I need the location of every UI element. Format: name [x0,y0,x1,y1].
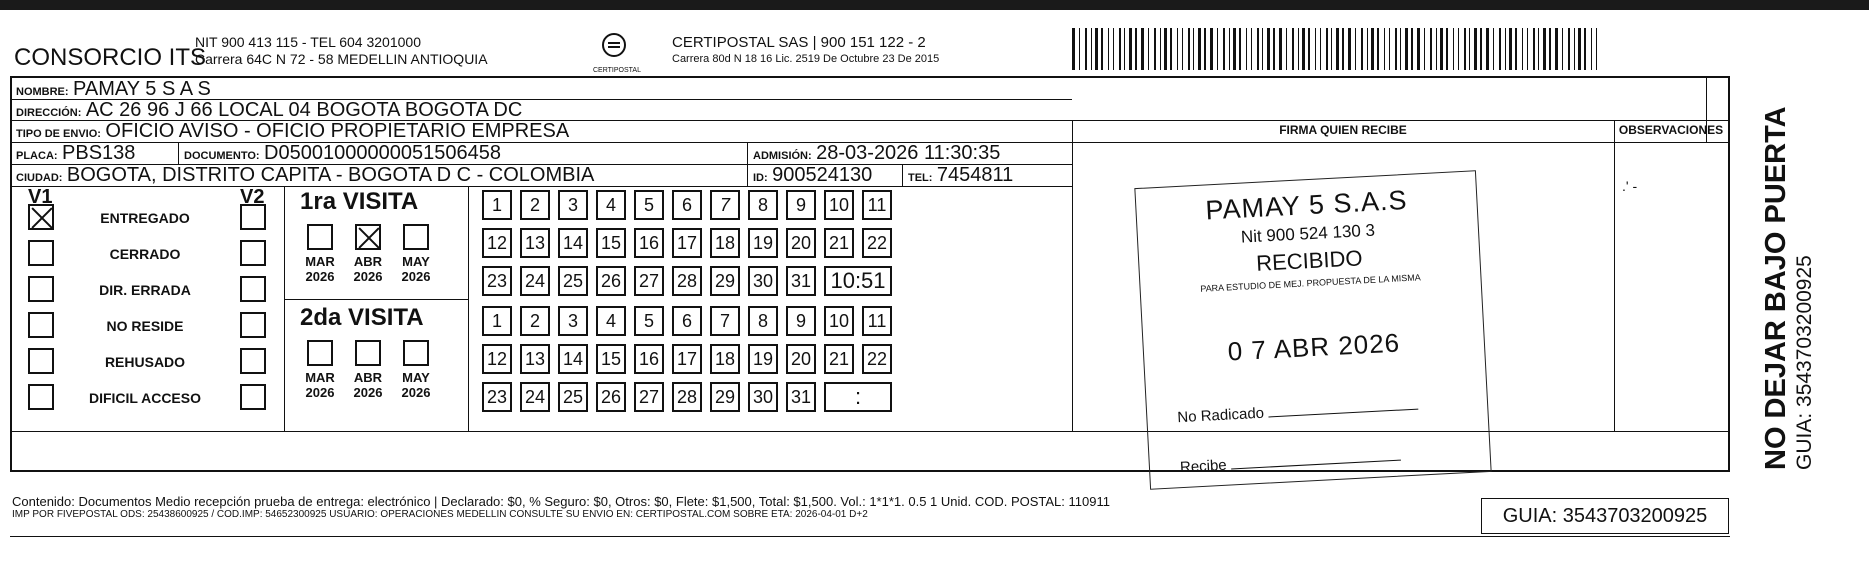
month-year: 2026 [353,385,383,400]
postal-line: CERTIPOSTAL SAS | 900 151 122 - 2 [672,34,926,51]
day-box[interactable]: 27 [634,382,664,412]
month-checkbox[interactable] [355,340,381,366]
tipo-row [16,120,569,143]
month-year: 2026 [401,385,431,400]
day-box[interactable]: 4 [596,306,626,336]
direccion-value: AC 26 96 J 66 LOCAL 04 BOGOTA BOGOTA DC [85,99,523,121]
day-box[interactable]: 27 [634,266,664,296]
month-label [396,254,436,284]
month-name: MAY [402,370,430,385]
month-label [300,254,340,284]
v2-checkbox[interactable] [240,240,266,266]
footer [12,494,1472,520]
logo-text: CERTIPOSTAL [593,67,641,74]
side-guia: GUIA: 3543703200925 [1793,255,1816,470]
stamp-recibe [1180,448,1401,477]
day-box[interactable]: 12 [482,228,512,258]
day-box[interactable]: 22 [862,228,892,258]
month-name: ABR [353,370,383,385]
v2-checkbox[interactable] [240,384,266,410]
day-box[interactable]: 21 [824,344,854,374]
day-box[interactable]: 26 [596,266,626,296]
direccion-label: DIRECCIÓN: [16,107,82,119]
month-year: 2026 [305,385,335,400]
observaciones-header: OBSERVACIONES [1618,123,1724,137]
v2-checkbox[interactable] [240,348,266,374]
month-checkbox[interactable] [403,340,429,366]
day-box[interactable]: 23 [482,382,512,412]
nombre-row [16,78,211,101]
month-checkbox[interactable] [307,224,333,250]
day-box[interactable]: 16 [634,344,664,374]
footer-content-line: Contenido: Documentos Medio recepción prueba de entrega: electrónico | Declarado: $0, % Seguro: $0, Otros: $0, Flete: $1,500, Total: $1,500. Vol.: 1*1*1. 0.5 1 Unid. COD. POSTAL: 110911 [12,494,1110,509]
day-box[interactable]: 31 [786,266,816,296]
day-box[interactable]: 5 [634,190,664,220]
month-name: MAR [305,254,335,269]
day-box[interactable]: 4 [596,190,626,220]
nit-line: NIT 900 413 115 - TEL 604 3201000 [195,34,421,50]
day-box[interactable]: 24 [520,382,550,412]
month-label [348,370,388,400]
documento-cell [184,142,501,165]
day-box[interactable]: 25 [558,266,588,296]
v2-checkbox[interactable] [240,312,266,338]
day-box[interactable]: 18 [710,228,740,258]
barcode [1072,28,1604,70]
postal-info [672,34,939,68]
day-box[interactable]: 20 [786,228,816,258]
day-box[interactable]: 2 [520,306,550,336]
certipostal-logo [593,32,641,74]
id-value: 900524130 [772,164,873,186]
top-edge-bar [0,0,1869,10]
day-box[interactable]: 5 [634,306,664,336]
v1-checkbox[interactable] [28,276,54,302]
day-box[interactable]: 24 [520,266,550,296]
month-label [300,370,340,400]
placa-value: PBS138 [62,142,136,164]
day-box[interactable]: 9 [786,190,816,220]
day-box[interactable]: 22 [862,344,892,374]
ciudad-value: BOGOTA, DISTRITO CAPITA - BOGOTA D C - COLOMBIA [66,164,595,186]
day-box[interactable]: 16 [634,228,664,258]
day-box[interactable]: 13 [520,228,550,258]
day-box[interactable]: 29 [710,266,740,296]
day-box[interactable]: 8 [748,190,778,220]
day-box[interactable]: 28 [672,382,702,412]
side-text [1760,106,1817,470]
status-label: DIR. ERRADA [99,282,191,298]
status-label: NO RESIDE [106,318,184,334]
day-box[interactable]: 3 [558,306,588,336]
time-first-visit[interactable]: 10:51 [824,266,892,296]
postal-sub: Carrera 80d N 18 16 Lic. 2519 De Octubre 23 De 2015 [672,53,940,65]
stamp-radicado [1177,397,1418,427]
day-box[interactable]: 23 [482,266,512,296]
tipo-label: TIPO DE ENVIO: [16,128,101,140]
day-box[interactable]: 19 [748,344,778,374]
day-box[interactable]: 30 [748,266,778,296]
month-name: MAY [402,254,430,269]
stamp-recibe-label: Recibe [1179,456,1228,477]
stamp-caption: PARA ESTUDIO DE MEJ. PROPUESTA DE LA MISMA [1200,272,1422,294]
day-box[interactable]: 7 [710,306,740,336]
day-box[interactable]: 6 [672,306,702,336]
stamp-date: 0 7 ABR 2026 [1226,327,1401,367]
direccion-row [16,99,522,122]
day-box[interactable]: 10 [824,306,854,336]
address-line: Carrera 64C N 72 - 58 MEDELLIN ANTIOQUIA [195,51,488,67]
day-box[interactable]: 18 [710,344,740,374]
v1-checkbox[interactable] [28,348,54,374]
day-box[interactable]: 29 [710,382,740,412]
month-year: 2026 [353,269,383,284]
placa-label: PLACA: [16,150,58,162]
day-box[interactable]: 19 [748,228,778,258]
month-name: MAR [305,370,335,385]
day-box[interactable]: 17 [672,344,702,374]
received-stamp [1134,170,1491,489]
month-name: ABR [353,254,383,269]
documento-value: D05001000000051506458 [264,142,501,164]
v2-checkbox[interactable] [240,276,266,302]
v1-checkbox[interactable] [28,384,54,410]
admision-cell [753,142,1000,165]
v2-checkbox[interactable] [240,204,266,230]
day-box[interactable]: 15 [596,344,626,374]
id-cell [753,164,872,187]
day-box[interactable]: 1 [482,190,512,220]
day-box[interactable]: 21 [824,228,854,258]
month-year: 2026 [305,269,335,284]
status-label: DIFICIL ACCESO [88,390,201,406]
placa-cell [16,142,135,165]
stamp-nit: Nit 900 524 130 3 [1240,220,1376,247]
bottom-border [10,536,1730,537]
v2-label: V2 [240,186,265,208]
tipo-value: OFICIO AVISO - OFICIO PROPIETARIO EMPRESA [105,120,570,142]
status-label: CERRADO [109,246,181,262]
no-dejar-warning: NO DEJAR BAJO PUERTA [1760,106,1792,470]
tel-label: TEL: [908,172,933,184]
month-checkbox[interactable] [403,224,429,250]
stamp-company: PAMAY 5 S.A.S [1204,184,1409,226]
month-checkbox[interactable] [355,224,381,250]
day-box[interactable]: 28 [672,266,702,296]
month-label [348,254,388,284]
day-box[interactable]: 12 [482,344,512,374]
day-box[interactable]: 14 [558,344,588,374]
stamp-radicado-label: No Radicado [1176,404,1265,427]
v1-label: V1 [28,186,53,208]
day-box[interactable]: 9 [786,306,816,336]
tel-value: 7454811 [936,164,1014,186]
status-label: REHUSADO [104,354,186,370]
ciudad-cell [16,164,594,187]
documento-label: DOCUMENTO: [184,150,260,162]
v1-checkbox[interactable] [28,204,54,230]
v1-checkbox[interactable] [28,240,54,266]
status-label: ENTREGADO [100,210,190,226]
admision-label: ADMISIÓN: [753,150,812,162]
stamp-received: RECIBIDO [1255,245,1364,276]
day-box[interactable]: 14 [558,228,588,258]
month-checkbox[interactable] [307,340,333,366]
tel-cell [908,164,1013,187]
footer-print-line: IMP POR FIVEPOSTAL ODS: 25438600925 / COD.IMP: 54652300925 USUARIO: OPERACIONES MEDELLIN CONSULTE SU ENVIO EN: CERTIPOSTAL.COM SOBRE ETA: 2026-04-01 D+2 [12,509,868,520]
day-box[interactable]: 10 [824,190,854,220]
day-box[interactable]: 25 [558,382,588,412]
v1-checkbox[interactable] [28,312,54,338]
observaciones-marks: .' - [1622,178,1638,194]
day-box[interactable]: 13 [520,344,550,374]
first-visit-title: 1ra VISITA [300,188,419,215]
day-box[interactable]: 7 [710,190,740,220]
day-box[interactable]: 31 [786,382,816,412]
day-box[interactable]: 1 [482,306,512,336]
day-box[interactable]: 15 [596,228,626,258]
day-box[interactable]: 20 [786,344,816,374]
company-info [195,34,488,68]
firma-header: FIRMA QUIEN RECIBE [1279,123,1407,137]
ciudad-label: CIUDAD: [16,172,63,184]
time-second-visit[interactable]: : [824,382,892,412]
nombre-label: NOMBRE: [16,86,69,98]
day-box[interactable]: 30 [748,382,778,412]
day-box[interactable]: 2 [520,190,550,220]
admision-value: 28-03-2026 11:30:35 [816,142,1001,164]
day-box[interactable]: 11 [862,306,892,336]
day-box[interactable]: 8 [748,306,778,336]
nombre-value: PAMAY 5 S A S [73,78,211,100]
day-box[interactable]: 6 [672,190,702,220]
month-label [396,370,436,400]
day-box[interactable]: 26 [596,382,626,412]
id-label: ID: [753,172,768,184]
second-visit-title: 2da VISITA [300,304,424,331]
guia-number-box: GUIA: 3543703200925 [1481,498,1729,534]
day-box[interactable]: 17 [672,228,702,258]
company-name: CONSORCIO ITS [14,44,207,71]
day-box[interactable]: 11 [862,190,892,220]
month-year: 2026 [401,269,431,284]
day-box[interactable]: 3 [558,190,588,220]
